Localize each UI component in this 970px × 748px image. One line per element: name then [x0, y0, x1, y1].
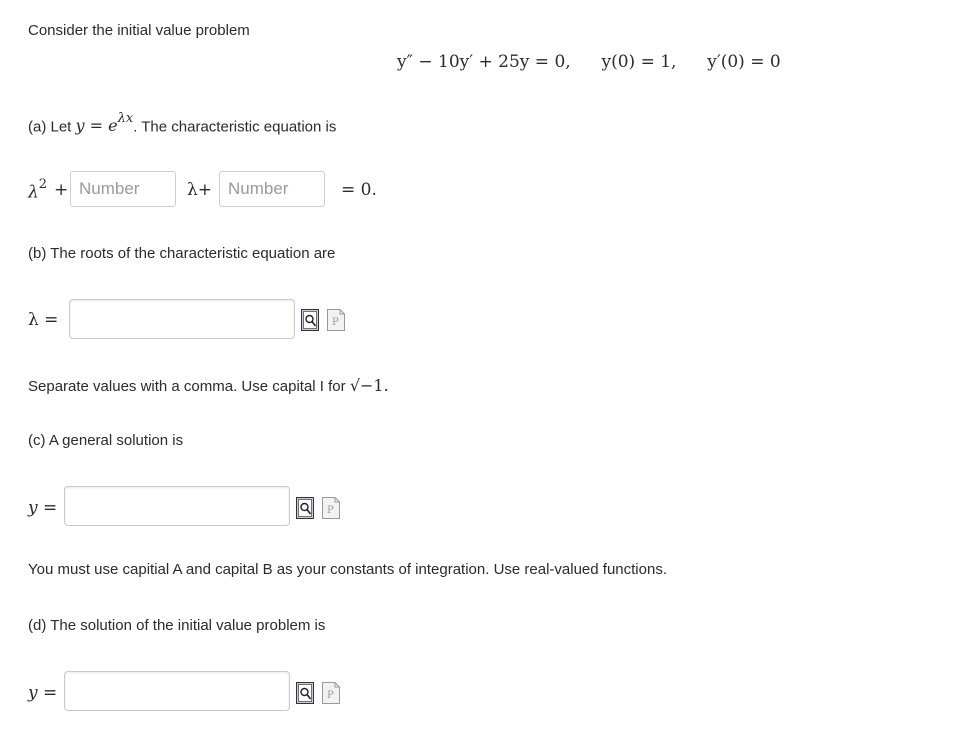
part-b-note [28, 376, 389, 395]
preview-icon[interactable] [296, 497, 314, 519]
part-a-suffix: . The characteristic equation is [133, 118, 337, 136]
svg-text:P: P [327, 505, 334, 516]
preview-icon[interactable] [296, 682, 314, 704]
ivp-initial-condition-2: y′(0) = 0 [707, 52, 781, 72]
part-a-prefix: (a) Let [28, 118, 72, 136]
part-a-let-math: $y = e^{\lambda x}$ [75, 111, 134, 136]
ivp-equation [397, 52, 781, 72]
help-icon[interactable] [327, 309, 345, 331]
svg-text:P: P [327, 690, 334, 701]
intro-text: Consider the initial value problem [28, 22, 250, 39]
preview-icon[interactable] [301, 309, 319, 331]
constants-note: You must use capitial A and capital B as your constants of integration. Use real-valued functions. [28, 561, 667, 578]
part-a-prompt [28, 111, 337, 136]
svg-text:P: P [332, 317, 339, 328]
lambda-squared: $\lambda^2$ [28, 177, 48, 203]
roots-lhs: λ = [28, 310, 59, 330]
part-d-prompt: (d) The solution of the initial value problem is [28, 617, 326, 634]
coefficient-c-input[interactable] [219, 171, 325, 207]
part-c-prompt: (c) A general solution is [28, 432, 184, 449]
equals-zero: = 0. [341, 180, 377, 200]
part-b-note-text: Separate values with a comma. Use capital I for [28, 378, 346, 395]
ivp-solution-input[interactable] [64, 671, 290, 711]
help-icon[interactable] [322, 682, 340, 704]
roots-answer-input[interactable] [69, 299, 295, 339]
general-solution-lhs: y = [28, 498, 58, 518]
coefficient-b-input[interactable] [70, 171, 176, 207]
ivp-solution-lhs: y = [28, 683, 58, 703]
part-b-prompt: (b) The roots of the characteristic equation are [28, 245, 336, 262]
lambda-plus: λ+ [187, 180, 213, 200]
ivp-initial-condition-1: y(0) = 1, [601, 52, 677, 72]
ivp-ode: y″ − 10y′ + 25y = 0, [397, 52, 571, 72]
help-icon[interactable] [322, 497, 340, 519]
plus-sign: + [54, 180, 69, 200]
general-solution-input[interactable] [64, 486, 290, 526]
part-b-note-math: √−1. [349, 376, 389, 395]
